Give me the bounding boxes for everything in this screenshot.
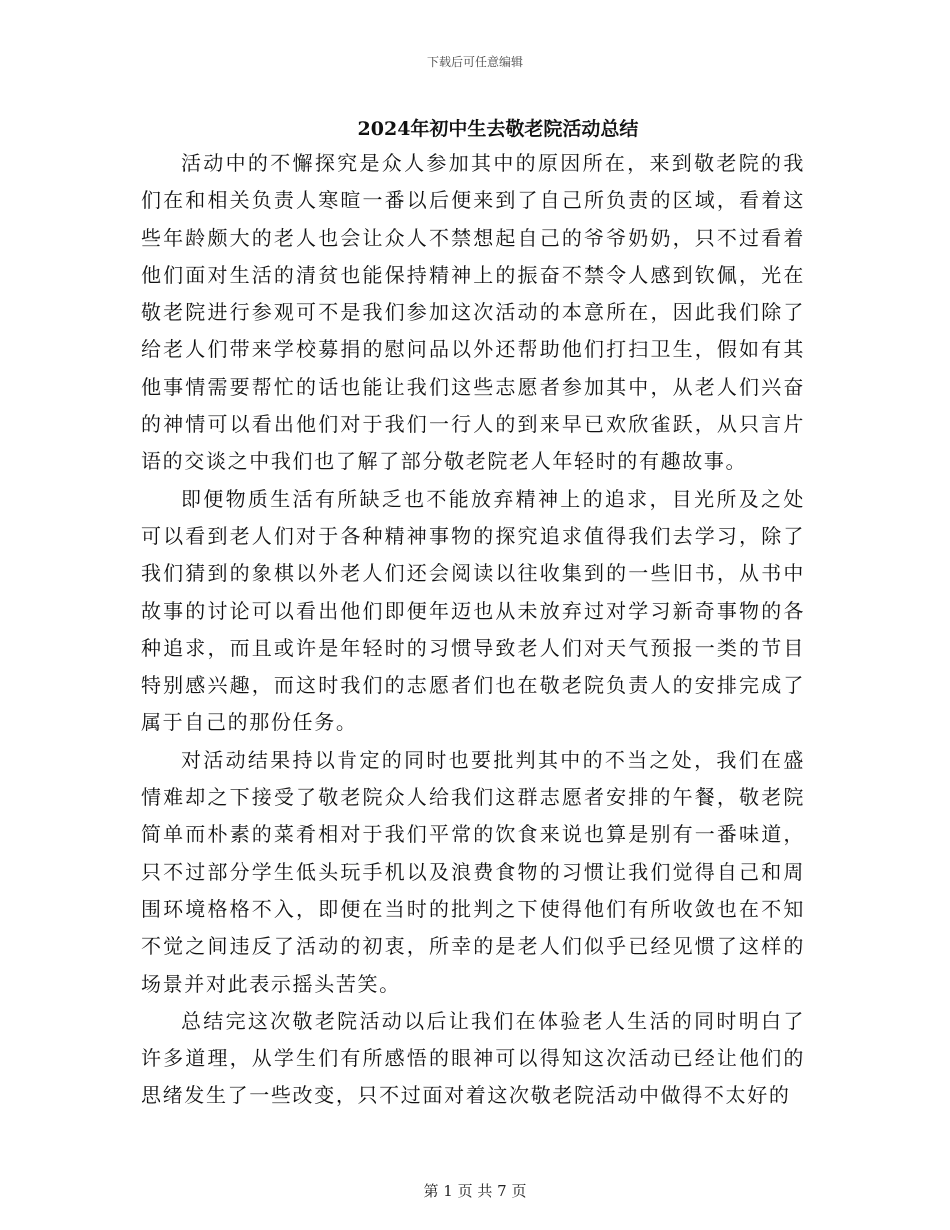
paragraph-3: 对活动结果持以肯定的同时也要批判其中的不当之处，我们在盛情难却之下接受了敬老院众人给我们这群志愿者安排的午餐，敬老院简单而朴素的菜肴相对于我们平常的饮食来说也算是别有一番味道，只不过部分学生低头玩手机以及浪费食物的习惯让我们觉得自己和周围环境格格不入，即便在当时的批判之下使得他们有所收敛也在不知不觉之间违反了活动的初衷，所幸的是老人们似乎已经见惯了这样的场景并对此表示摇头苦笑。 xyxy=(141,747,805,996)
paragraph-1: 活动中的不懈探究是众人参加其中的原因所在，来到敬老院的我们在和相关负责人寒暄一番以后便来到了自己所负责的区域，看着这些年龄颇大的老人也会让众人不禁想起自己的爷爷奶奶，只不过看着他们面对生活的清贫也能保持精神上的振奋不禁令人感到钦佩，光在敬老院进行参观可不是我们参加这次活动的本意所在，因此我们除了给老人们带来学校募捐的慰问品以外还帮助他们打扫卫生，假如有其他事情需要帮忙的话也能让我们这些志愿者参加其中，从老人们兴奋的神情可以看出他们对于我们一行人的到来早已欢欣雀跃，从只言片语的交谈之中我们也了解了部分敬老院老人年轻时的有趣故事。 xyxy=(141,151,805,474)
header-note: 下载后可任意编辑 xyxy=(426,55,523,69)
paragraph-4: 总结完这次敬老院活动以后让我们在体验老人生活的同时明白了许多道理，从学生们有所感悟的眼神可以得知这次活动已经让他们的思绪发生了一些改变，只不过面对着这次敬老院活动中做得不太好的 xyxy=(141,1008,805,1108)
page-number: 第 1 页 共 7 页 xyxy=(423,1182,527,1200)
document-body xyxy=(141,145,805,1115)
document-title: 2024年初中生去敬老院活动总结 xyxy=(357,118,639,140)
paragraph-2: 即便物质生活有所缺乏也不能放弃精神上的追求，目光所及之处可以看到老人们对于各种精神事物的探究追求值得我们去学习，除了我们猜到的象棋以外老人们还会阅读以往收集到的一些旧书，从书中故事的讨论可以看出他们即便年迈也从未放弃过对学习新奇事物的各种追求，而且或许是年轻时的习惯导致老人们对天气预报一类的节目特别感兴趣，而这时我们的志愿者们也在敬老院负责人的安排完成了属于自己的那份任务。 xyxy=(141,486,805,735)
